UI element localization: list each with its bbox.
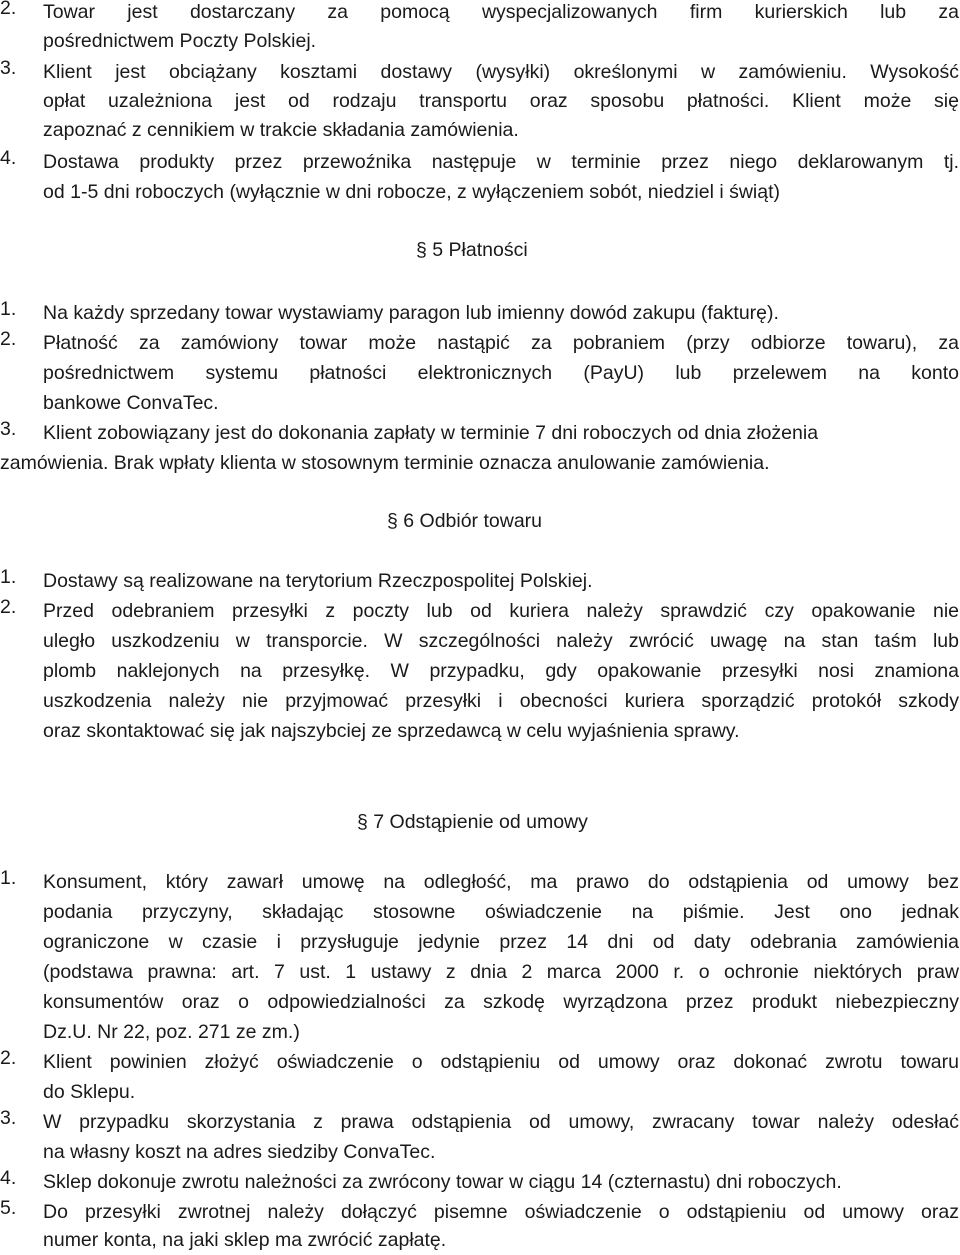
- item-line: zapoznać z cennikiem w trakcie składania zamówienia.: [43, 119, 519, 141]
- item-line: Klient jest obciążany kosztami dostawy (wysyłki) określonymi w zamówieniu. Wysokość: [43, 61, 959, 83]
- item-number: 2.: [0, 596, 17, 618]
- item-line: Konsument, który zawarł umowę na odległość, ma prawo do odstąpienia od umowy bez: [43, 871, 959, 893]
- item-line: Dostawy są realizowane na terytorium Rzeczpospolitej Polskiej.: [43, 570, 593, 592]
- item-number: 2.: [0, 1047, 17, 1069]
- section-heading: § 5 Płatności: [416, 239, 528, 261]
- item-line: Sklep dokonuje zwrotu należności za zwrócony towar w ciągu 14 (czternastu) dni roboczych.: [43, 1171, 842, 1193]
- section-heading: § 6 Odbiór towaru: [387, 510, 543, 532]
- item-line: bankowe ConvaTec.: [43, 392, 219, 414]
- item-number: 2.: [0, 0, 17, 19]
- item-line: oraz skontaktować się jak najszybciej ze sprzedawcą w celu wyjaśnienia sprawy.: [43, 720, 740, 742]
- item-line: W przypadku skorzystania z prawa odstąpienia od umowy, zwracany towar należy odesłać: [43, 1111, 959, 1133]
- item-number: 4.: [0, 147, 17, 169]
- item-line: na własny koszt na adres siedziby ConvaTec.: [43, 1141, 436, 1163]
- item-line: Dz.U. Nr 22, poz. 271 ze zm.): [43, 1021, 300, 1043]
- item-line: konsumentów oraz o odpowiedzialności za szkodę wyrządzona przez produkt niebezpieczny: [43, 991, 959, 1013]
- item-number: 1.: [0, 298, 17, 320]
- item-line: numer konta, na jaki sklep ma zwrócić zapłatę.: [43, 1229, 447, 1251]
- item-line: Klient zobowiązany jest do dokonania zapłaty w terminie 7 dni roboczych od dnia złożenia: [43, 422, 819, 444]
- item-line: opłat uzależniona jest od rodzaju transportu oraz sposobu płatności. Klient może się: [43, 90, 959, 112]
- item-line: ograniczone w czasie i przysługuje jedynie przez 14 dni od daty odebrania zamówienia: [43, 931, 959, 953]
- item-line: od 1-5 dni roboczych (wyłącznie w dni robocze, z wyłączeniem sobót, niedziel i świąt): [43, 181, 780, 203]
- item-number: 3.: [0, 57, 17, 79]
- item-line: Płatność za zamówiony towar może nastąpić za pobraniem (przy odbiorze towaru), za: [43, 332, 959, 354]
- item-line: uszkodzenia należy nie przyjmować przesyłki i obecności kuriera sporządzić protokół szkody: [43, 690, 959, 712]
- item-line: Na każdy sprzedany towar wystawiamy paragon lub imienny dowód zakupu (fakturę).: [43, 302, 779, 324]
- item-line: uległo uszkodzeniu w transporcie. W szczególności należy zwrócić uwagę na stan taśm lub: [43, 630, 959, 652]
- item-number: 3.: [0, 418, 17, 440]
- item-line: Towar jest dostarczany za pomocą wyspecjalizowanych firm kurierskich lub za: [43, 1, 959, 23]
- item-number: 1.: [0, 867, 17, 889]
- item-line: zamówienia. Brak wpłaty klienta w stosownym terminie oznacza anulowanie zamówienia.: [0, 452, 770, 474]
- item-number: 3.: [0, 1107, 17, 1129]
- item-line: do Sklepu.: [43, 1081, 136, 1103]
- section-heading: § 7 Odstąpienie od umowy: [357, 811, 588, 833]
- item-line: Do przesyłki zwrotnej należy dołączyć pisemne oświadczenie o odstąpieniu od umowy oraz: [43, 1201, 959, 1223]
- item-line: plomb naklejonych na przesyłkę. W przypadku, gdy opakowanie przesyłki nosi znamiona: [43, 660, 959, 682]
- item-number: 2.: [0, 328, 17, 350]
- item-number: 4.: [0, 1167, 17, 1189]
- item-line: Przed odebraniem przesyłki z poczty lub od kuriera należy sprawdzić czy opakowanie nie: [43, 600, 959, 622]
- item-number: 5.: [0, 1197, 17, 1219]
- item-line: podania przyczyny, składając stosowne oświadczenie na piśmie. Jest ono jednak: [43, 901, 959, 923]
- item-line: pośrednictwem Poczty Polskiej.: [43, 30, 317, 52]
- item-line: pośrednictwem systemu płatności elektronicznych (PayU) lub przelewem na konto: [43, 362, 959, 384]
- item-number: 1.: [0, 566, 17, 588]
- item-line: Dostawa produkty przez przewoźnika następuje w terminie przez niego deklarowanym tj.: [43, 151, 959, 173]
- item-line: Klient powinien złożyć oświadczenie o odstąpieniu od umowy oraz dokonać zwrotu towaru: [43, 1051, 959, 1073]
- item-line: (podstawa prawna: art. 7 ust. 1 ustawy z dnia 2 marca 2000 r. o ochronie niektórych praw: [43, 961, 959, 983]
